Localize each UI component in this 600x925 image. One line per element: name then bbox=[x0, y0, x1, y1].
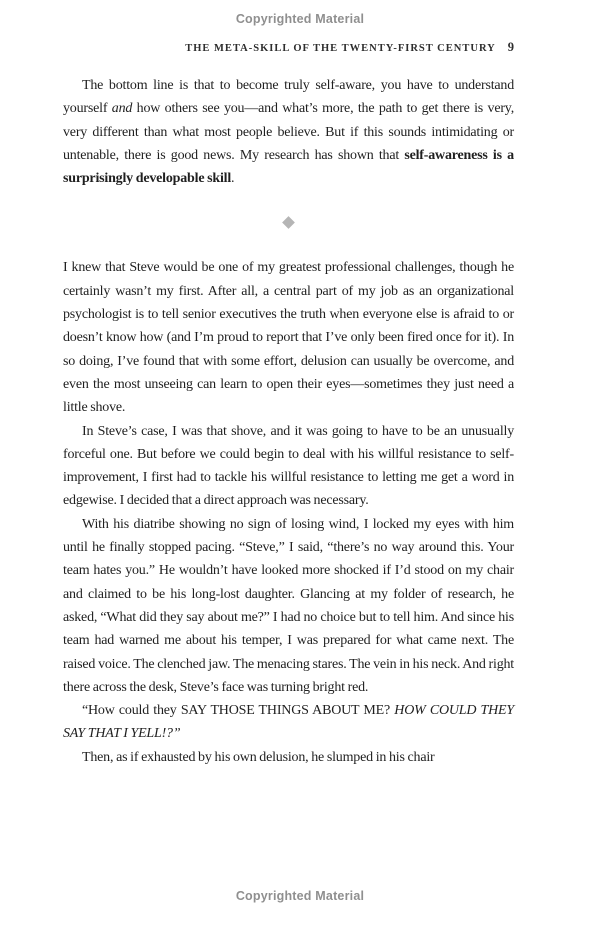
section-divider bbox=[63, 216, 514, 230]
body-text bbox=[63, 74, 514, 769]
paragraph bbox=[63, 420, 514, 513]
text-run: how others see you—and what’s more, the path to get there is very, very different than what most people believe. But if this sounds intimidating or untenable, there is good news. My research has shown that bbox=[63, 101, 514, 163]
text-run: I knew that Steve would be one of my greatest professional challenges, though he certainly wasn’t my first. After all, a central part of my job as an organizational psychologist is to tell senior executives the truth when everyone else is afraid to or doesn’t know how (and I’m proud to report that I’ve only been fired once for it). In so doing, I’ve found that with some effort, delusion can usually be overcome, and even the most unseeing can learn to open their eyes—sometimes they just need a little shove. bbox=[63, 260, 514, 416]
italic-text-run: HOW COULD THEY SAY THAT I YELL!?” bbox=[63, 703, 514, 742]
paragraph bbox=[63, 699, 514, 746]
paragraph bbox=[63, 513, 514, 699]
page-number: 9 bbox=[507, 40, 514, 54]
paragraph bbox=[63, 746, 514, 769]
chapter-title: THE META-SKILL OF THE TWENTY-FIRST CENTURY bbox=[185, 43, 496, 54]
text-run: The bottom line is that to become truly self-aware, you have to understand yourself bbox=[63, 78, 514, 117]
text-run: Then, as if exhausted by his own delusion, he slumped in his chair bbox=[82, 749, 435, 765]
copyright-notice-bottom: Copyrighted Material bbox=[235, 889, 365, 903]
text-run: “How could they SAY THOSE THINGS ABOUT ME? bbox=[82, 703, 395, 719]
paragraph bbox=[63, 74, 514, 190]
italic-text-run: and bbox=[111, 101, 133, 117]
bold-text-run: self-awareness is a surprisingly developable skill bbox=[63, 147, 514, 187]
diamond-ornament-icon bbox=[282, 217, 295, 230]
text-run: In Steve’s case, I was that shove, and it was going to have to be an unusually forceful one. But before we could begin to deal with his willful resistance to self-improvement, I first had to tackle his willful resistance to letting me get a word in edgewise. I decided that a direct approach was necessary. bbox=[63, 423, 514, 509]
copyright-notice-top: Copyrighted Material bbox=[235, 12, 365, 26]
paragraph bbox=[63, 256, 514, 419]
running-head bbox=[63, 38, 514, 56]
text-run: With his diatribe showing no sign of losing wind, I locked my eyes with him until he finally stopped pacing. “Steve,” I said, “there’s no way around this. Your team hates you.” He wouldn’t have looked more shocked if I’d stood on my chair and claimed to be his long-lost daughter. Glancing at my folder of research, he asked, “What did they say about me?” I had no choice but to tell him. And since his team had warned me about his temper, I was prepared for what came next. The raised voice. The clenched jaw. The menacing stares. The vein in his neck. And right there across the desk, Steve’s face was turning bright red. bbox=[63, 516, 514, 695]
text-run: . bbox=[231, 171, 235, 187]
